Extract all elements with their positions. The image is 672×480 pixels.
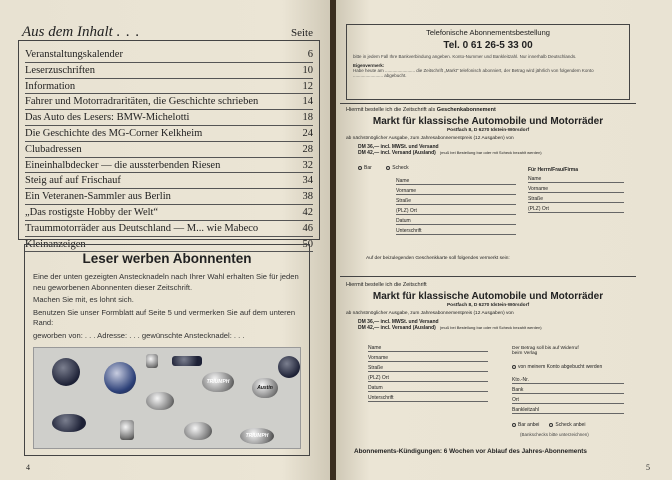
phone-number: Tel. 0 61 26-5 33 00 (443, 40, 533, 51)
left-page (0, 0, 332, 480)
bar-pin (172, 356, 202, 366)
gift-fields-left (396, 175, 516, 235)
bank-field[interactable]: Bank (512, 384, 624, 394)
regular-price-1: DM 36,— incl. MWSt. und Versand (358, 319, 439, 325)
toc-entry (25, 47, 313, 63)
toc-entry (25, 189, 313, 205)
toc-entry (25, 142, 313, 158)
gift-subscription-form (340, 107, 636, 261)
gift-form-field[interactable]: Vorname (396, 185, 516, 195)
toc-entry-title: „Das rostigste Hobby der Welt“ (25, 206, 159, 218)
gift-form-field[interactable]: Datum (396, 215, 516, 225)
regular-option-account[interactable]: von meinem Konto abgebucht werden (512, 364, 602, 370)
emblem-pin (184, 422, 212, 440)
phone-order-box (346, 24, 630, 100)
subscriber-field[interactable]: (PLZ) Ort (368, 372, 488, 382)
regular-right-intro: Der Betrag soll bis auf Widerruf beim Verlag (512, 346, 579, 356)
gift-recipient-field[interactable]: Name (528, 173, 624, 183)
bank-field[interactable]: Kto.-Nr. (512, 374, 624, 384)
gift-address: Postfach 8, D 6270 Idstein-Wörsdorf (446, 128, 530, 133)
small-crest-pin (146, 354, 158, 368)
eigenvermerk-note: Habe heute am ........................ die Zeitschrift „Markt“ telefonisch abonniert, der Betrag wird jährlich von folgendem Konto ........................ abgebucht. (353, 67, 594, 78)
regular-price-2: DM 42,— incl. Versand (Ausland) (muß bei Bestellung bar oder mit Scheck bezahlt werden) (358, 325, 542, 331)
regular-option-bar-label: Bar anbei (518, 422, 540, 428)
bank-field[interactable]: Ort (512, 394, 624, 404)
toc-entry-title: Traummotorräder aus Deutschland — M... wie Mabeco (25, 222, 259, 234)
toc-entry-title: Leserzuschriften (25, 64, 95, 76)
cancellation-note: Abonnements-Kündigungen: 6 Wochen vor Ablauf des Jahres-Abonnements (354, 448, 587, 455)
regular-fields-right (512, 346, 624, 438)
gift-recipient-field[interactable]: Straße (528, 193, 624, 203)
shield-pin (120, 420, 134, 440)
toc-entry (25, 94, 313, 110)
round-logo-pin (278, 356, 300, 378)
toc-entry (25, 221, 313, 237)
bank-field[interactable]: Bankleitzahl (512, 404, 624, 414)
subscriber-field[interactable]: Straße (368, 362, 488, 372)
regular-option-scheck-label: Scheck anbei (555, 422, 586, 428)
gift-option-scheck[interactable]: Scheck (386, 165, 408, 171)
regular-lead: Hiermit bestelle ich die Zeitschrift (346, 282, 427, 288)
regular-title: Markt für klassische Automobile und Motorräder (372, 291, 604, 302)
gift-lead: Hiermit bestelle ich die Zeitschrift als Geschenkabonnement (346, 107, 496, 113)
scheck-note: (Bankschecks bitte unterzeichnen) (520, 432, 589, 437)
toc-entry-title: Ein Veteranen-Sammler aus Berlin (25, 191, 171, 203)
austin-pin (252, 378, 278, 398)
toc-entry-title: Information (25, 80, 76, 92)
triumph-pin-1 (202, 372, 234, 392)
phone-note: bitte in jedem Fall Ihre Bankverbindung angeben. Konto-Nummer und Bankleitzahl. Nur innerhalb Deutschlands. (353, 54, 577, 59)
toc-entry-page: 38 (302, 191, 313, 203)
triumph-pin-2 (240, 428, 274, 444)
toc-entry (25, 158, 313, 174)
eigenvermerk-label: Eigenvermerk: (353, 62, 385, 68)
gift-option-bar[interactable]: Bar (358, 165, 372, 171)
page-number-left: 4 (26, 463, 30, 472)
subscriber-field[interactable]: Datum (368, 382, 488, 392)
ad-para-1: Eine der unten gezeigten Anstecknadeln nach Ihrer Wahl erhalten Sie für jeden neu geworbenen Abonnenten dieser Zeitschrift. (33, 272, 299, 292)
austin-pin-label: Austin (257, 385, 273, 391)
radio-icon (512, 423, 516, 427)
gift-for-label: Für Herrn/Frau/Firma (528, 167, 579, 173)
toc-entry-page: 32 (302, 159, 313, 171)
ad-para-4: geworben von: . . . Adresse: . . . gewünschte Anstecknadel: . . . (33, 330, 245, 340)
toc-entry-title: Kleinanzeigen (25, 238, 86, 250)
reader-ad (24, 244, 310, 456)
radio-icon (549, 423, 553, 427)
toc-entry-page: 46 (302, 222, 313, 234)
toc-entry-title: Clubadressen (25, 143, 82, 155)
toc-entry-title: Das Auto des Lesers: BMW-Michelotti (25, 112, 190, 124)
toc-entry-page: 24 (302, 127, 313, 139)
regular-option-scheck[interactable] (549, 422, 585, 428)
toc-entry (25, 110, 313, 126)
toc-entry-title: Eineinhalbdecker — die aussterbenden Riesen (25, 159, 221, 171)
gift-price-1: DM 36,— incl. MWSt. und Versand (358, 144, 439, 150)
pin-photo (33, 347, 301, 449)
star-pin (104, 362, 136, 394)
ad-title: Leser werben Abonnenten (82, 251, 252, 266)
toc-entry-page: 42 (302, 206, 313, 218)
toc-entry-title: Veranstaltungskalender (25, 49, 123, 60)
toc-entry (25, 173, 313, 189)
gift-form-field[interactable]: Name (396, 175, 516, 185)
toc-title: Aus dem Inhalt . . . (22, 24, 141, 40)
toc-entry-title: Steig auf auf Frischauf (25, 175, 121, 187)
phone-header: Telefonische Abonnementsbestellung (426, 28, 550, 37)
regular-from: ab nächstmöglicher Ausgabe, zum Jahresabonnementpreis (12 Ausgaben) von (346, 311, 514, 316)
triumph-pin-2-label: TRIUMPH (245, 433, 269, 439)
regular-address: Postfach 8, D 6270 Idstein-Wörsdorf (446, 303, 530, 308)
divider (340, 103, 636, 104)
toc-entry-page: 28 (302, 143, 313, 155)
toc-entry-title: Fahrer und Motorradraritäten, die Geschichte schrieben (25, 96, 259, 108)
gift-price-2: DM 42,— incl. Versand (Ausland) (muß bei Bestellung bar oder mit Scheck bezahlt werden) (358, 150, 542, 156)
gift-form-field[interactable]: Unterschrift (396, 225, 516, 235)
radio-icon (386, 166, 390, 170)
ad-para-3: Benutzen Sie unser Formblatt auf Seite 5 und vermerken Sie auf dem unteren Rand: (33, 307, 296, 327)
subscriber-field[interactable]: Unterschrift (368, 392, 488, 402)
page-number-right: 5 (646, 463, 650, 472)
subscriber-field[interactable]: Name (368, 342, 488, 352)
divider (340, 276, 636, 277)
toc-entry (25, 63, 313, 79)
toc-entry-title: Die Geschichte des MG-Corner Kelkheim (25, 127, 203, 139)
gift-title: Markt für klassische Automobile und Motorräder (372, 116, 604, 127)
triumph-pin-1-label: TRIUMPH (206, 379, 230, 385)
toc-entry-page: 34 (302, 175, 313, 187)
toc-entry-page: 18 (302, 112, 313, 124)
toc-entry-page: 6 (307, 49, 313, 60)
regular-option-bar[interactable] (512, 422, 539, 428)
toc-header: Seite (291, 27, 313, 39)
regular-fields-left (368, 342, 488, 402)
ad-text (33, 272, 301, 341)
toc-entry (25, 79, 313, 95)
toc-entry-page: 50 (302, 238, 313, 250)
toc-entry-page: 10 (302, 64, 313, 76)
toc-list (25, 47, 313, 252)
regular-subscription-form (340, 282, 636, 437)
ad-para-2: Machen Sie mit, es lohnt sich. (33, 295, 134, 304)
toc-entry-page: 12 (302, 80, 313, 92)
radio-icon (358, 166, 362, 170)
toc-entry (25, 126, 313, 142)
toc-entry-page: 14 (302, 96, 313, 108)
gift-form-field[interactable]: Straße (396, 195, 516, 205)
gift-fields-right (528, 167, 624, 213)
dark-oval-pin (52, 414, 86, 432)
gift-form-field[interactable]: (PLZ) Ort (396, 205, 516, 215)
gift-from: ab nächstmöglicher Ausgabe, zum Jahresabonnementpreis (12 Ausgaben) von (346, 136, 514, 141)
gift-recipient-field[interactable]: Vorname (528, 183, 624, 193)
oval-pin (146, 392, 174, 410)
subscriber-field[interactable]: Vorname (368, 352, 488, 362)
gift-recipient-field[interactable]: (PLZ) Ort (528, 203, 624, 213)
toc-entry (25, 205, 313, 221)
gift-card-note: Auf der beizulegenden Geschenkkarte soll folgendes vermerkt sein: (366, 256, 510, 261)
radio-icon (512, 365, 516, 369)
mercedes-pin (52, 358, 80, 386)
